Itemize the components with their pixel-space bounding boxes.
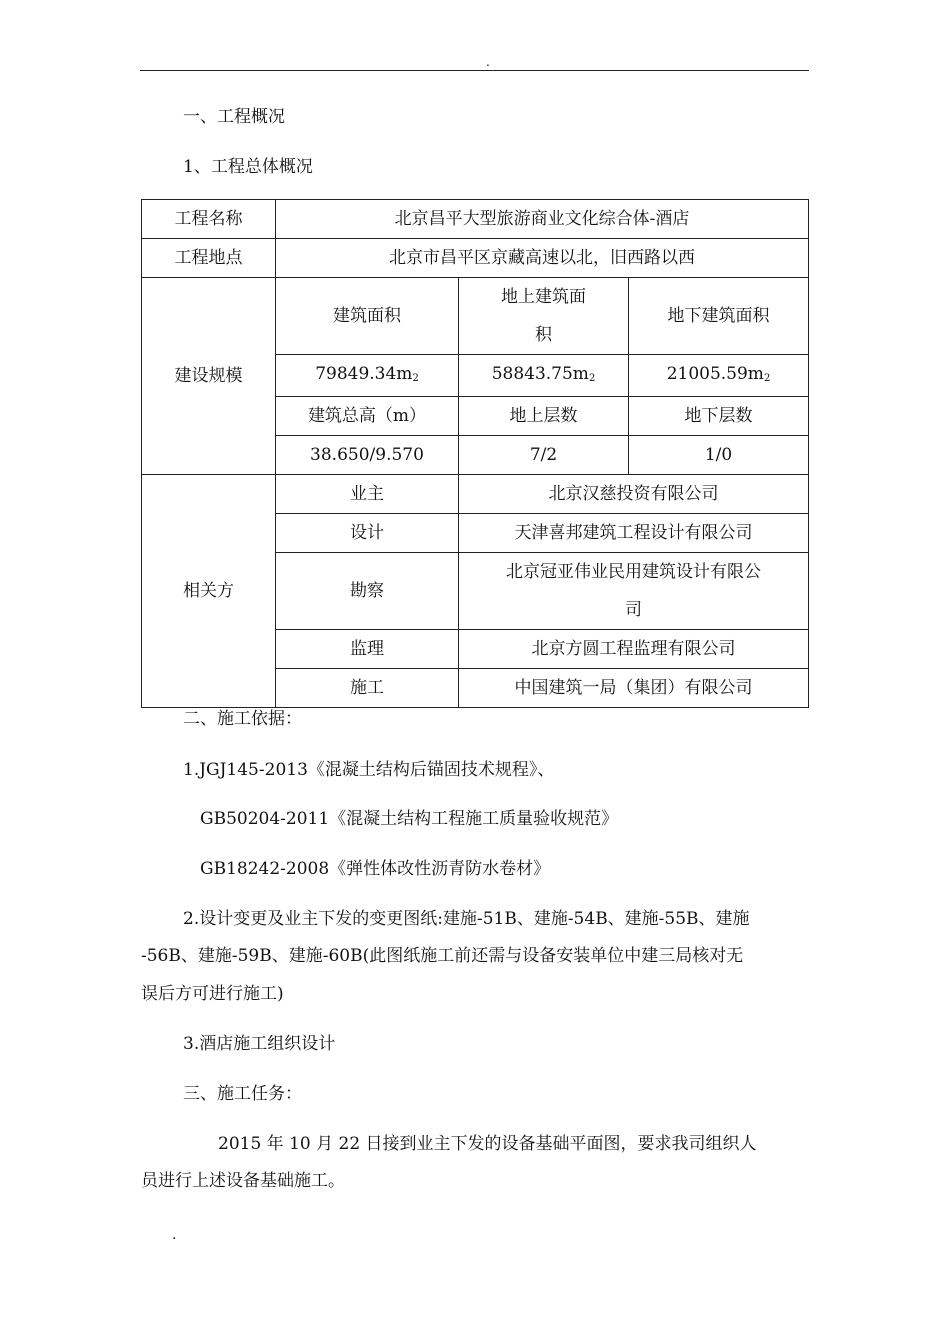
total-area-value <box>276 355 459 397</box>
basis-item: 1.JGJ145-2013《混凝土结构后锚固技术规程》、 <box>183 760 555 780</box>
task-paragraph-line2: 员进行上述设备基础施工。 <box>141 1171 345 1191</box>
party-role: 监理 <box>276 630 459 669</box>
above-ground-area-label-line1: 地上建筑面 <box>501 287 586 307</box>
above-ground-area-value <box>459 355 629 397</box>
party-role: 设计 <box>276 514 459 553</box>
basis-item: GB18242-2008《弹性体改性沥青防水卷材》 <box>200 859 551 879</box>
project-overview-table <box>141 199 809 708</box>
basis-item-2-line3: 误后方可进行施工) <box>141 984 284 1004</box>
building-height-label: 建筑总高（m） <box>276 397 459 436</box>
party-company: 北京方圆工程监理有限公司 <box>459 630 809 669</box>
header-rule <box>140 70 809 71</box>
footer-mark: . <box>172 1227 177 1243</box>
project-name-label: 工程名称 <box>142 200 276 239</box>
project-name-value: 北京昌平大型旅游商业文化综合体-酒店 <box>276 200 809 239</box>
above-ground-area-label-line2: 积 <box>535 325 552 345</box>
party-company: 中国建筑一局（集团）有限公司 <box>459 669 809 708</box>
above-ground-area-label <box>459 278 629 355</box>
section-1-title: 一、工程概况 <box>183 107 285 127</box>
related-parties-label: 相关方 <box>142 475 276 708</box>
section-3-title: 三、施工任务： <box>183 1084 302 1104</box>
header-mark: . <box>486 55 490 69</box>
basis-item-3: 3.酒店施工组织设计 <box>183 1034 336 1054</box>
area-unit-superscript: 2 <box>588 373 596 384</box>
section-1-subtitle: 1、工程总体概况 <box>183 157 313 177</box>
project-location-label: 工程地点 <box>142 239 276 278</box>
below-ground-area-number: 21005.59m <box>666 364 764 384</box>
party-company: 天津喜邦建筑工程设计有限公司 <box>459 514 809 553</box>
building-height-value: 38.650/9.570 <box>276 436 459 475</box>
basis-item-2-line1: 2.设计变更及业主下发的变更图纸:建施-51B、建施-54B、建施-55B、建施 <box>183 909 750 929</box>
party-company <box>459 553 809 630</box>
floors-below-value: 1/0 <box>629 436 809 475</box>
project-location-value: 北京市昌平区京藏高速以北，旧西路以西 <box>276 239 809 278</box>
task-paragraph-line1: 2015 年 10 月 22 日接到业主下发的设备基础平面图，要求我司组织人 <box>218 1134 757 1154</box>
basis-item-2-line2: -56B、建施-59B、建施-60B(此图纸施工前还需与设备安装单位中建三局核对无 <box>141 946 744 966</box>
party-company-line1: 北京冠亚伟业民用建筑设计有限公 <box>506 562 761 582</box>
total-area-number: 79849.34m <box>315 364 413 384</box>
construction-scale-label: 建设规模 <box>142 278 276 475</box>
floors-above-label: 地上层数 <box>459 397 629 436</box>
party-company: 北京汉慈投资有限公司 <box>459 475 809 514</box>
floors-above-value: 7/2 <box>459 436 629 475</box>
area-unit-superscript: 2 <box>412 373 419 384</box>
above-ground-area-number: 58843.75m <box>491 364 589 384</box>
party-role: 勘察 <box>276 553 459 630</box>
basis-item: GB50204-2011《混凝土结构工程施工质量验收规范》 <box>200 809 619 829</box>
party-role: 施工 <box>276 669 459 708</box>
party-company-line2: 司 <box>625 600 642 620</box>
party-role: 业主 <box>276 475 459 514</box>
section-2-title: 二、施工依据： <box>183 709 302 729</box>
below-ground-area-value <box>629 355 809 397</box>
area-unit-superscript: 2 <box>763 373 771 384</box>
floors-below-label: 地下层数 <box>629 397 809 436</box>
below-ground-area-label: 地下建筑面积 <box>629 278 809 355</box>
total-area-label: 建筑面积 <box>276 278 459 355</box>
